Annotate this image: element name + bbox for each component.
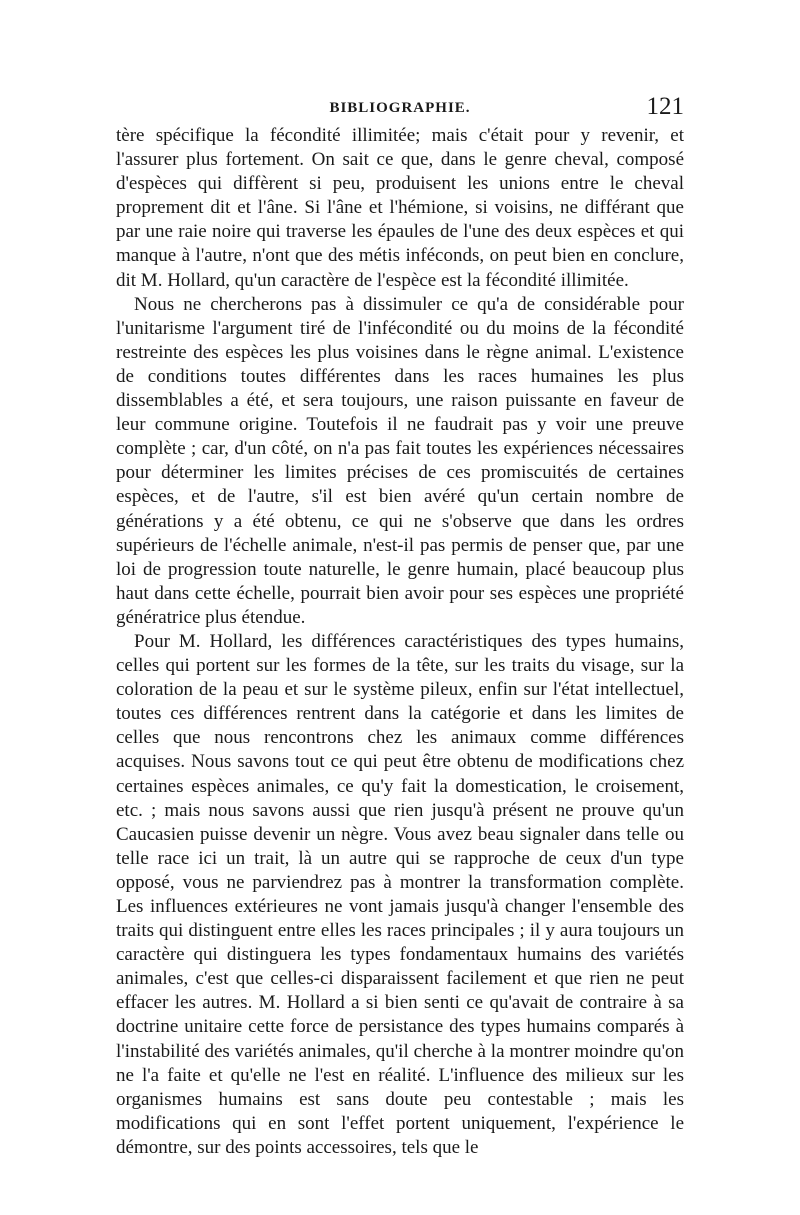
paragraph-hollard-differences: Pour M. Hollard, les différences caractéristiques des types humains, celles qui portent sur les formes de la tête, sur les traits du visage, sur la coloration de la peau et sur le système pileux, enfin sur l'état intellectuel, toutes ces différences rentrent dans la catégorie et dans les limites de celles que nous rencontrons chez les animaux comme différences acquises. Nous savons tout ce qui peut être obtenu de modifications chez certaines espèces animales, ce qu'y fait la domestication, le croisement, etc. ; mais nous savons aussi que rien jusqu'à présent ne prouve qu'un Caucasien puisse devenir un nègre. Vous avez beau signaler dans telle ou telle race ici un trait, là un autre qui se rapproche de ceux d'un type opposé, vous ne parviendrez pas à montrer la transformation complète. Les influences extérieures ne vont jamais jusqu'à changer l'ensemble des traits qui distinguent entre elles les races principales ; il y aura toujours un caractère qui distinguera les types fondamentaux humains des variétés animales, c'est que celles-ci disparaissent facilement et que rien ne peut effacer les autres. M. Hollard a si bien senti ce qu'avait de contraire à sa doctrine unitaire cette force de persistance des types humains comparés à l'instabilité des variétés animales, qu'il cherche à la montrer moindre qu'on ne l'a faite et qu'elle ne l'est en réalité. L'influence des milieux sur les organismes humains est sans doute peu contestable ; mais les modifications qui en sont l'effet portent uniquement, l'expérience le démontre, sur des points accessoires, tels que le — [116, 630, 684, 1158]
page-number: 121 — [646, 93, 684, 120]
page-header — [116, 94, 684, 124]
book-page — [116, 94, 684, 1160]
paragraph-unitarisme: Nous ne chercherons pas à dissimuler ce qu'a de considérable pour l'unitarisme l'argument tiré de l'infécondité ou du moins de la fécondité restreinte des espèces les plus voisines dans le règne animal. L'existence de conditions toutes différentes dans les races humaines les plus dissemblables a été, et sera toujours, une raison puissante en faveur de leur commune origine. Toutefois il ne faudrait pas y voir une preuve complète ; car, d'un côté, on n'a pas fait toutes les expériences nécessaires pour déterminer les limites précises de ces promiscuités de certaines espèces, et de l'autre, s'il est bien avéré qu'un certain nombre de générations y a été obtenu, ce qui ne s'observe que dans les ordres supérieurs de l'échelle animale, n'est-il pas permis de penser que, par une loi de progression toute naturelle, le genre humain, placé beaucoup plus haut dans cette échelle, pourrait bien avoir pour ses espèces une propriété génératrice plus étendue. — [116, 293, 684, 628]
paragraph-continuation: tère spécifique la fécondité illimitée; mais c'était pour y revenir, et l'assurer plus fortement. On sait ce que, dans le genre cheval, composé d'espèces qui diffèrent si peu, produisent les unions entre le cheval proprement dit et l'âne. Si l'âne et l'hémione, si voisins, ne différant que par une raie noire qui traverse les épaules de l'une des deux espèces et qui manque à l'autre, n'ont que des métis inféconds, on peut bien en conclure, dit M. Hollard, qu'un caractère de l'espèce est la fécondité illimitée. — [116, 125, 684, 291]
running-title: BIBLIOGRAPHIE. — [329, 100, 471, 116]
body-text — [116, 124, 684, 1160]
